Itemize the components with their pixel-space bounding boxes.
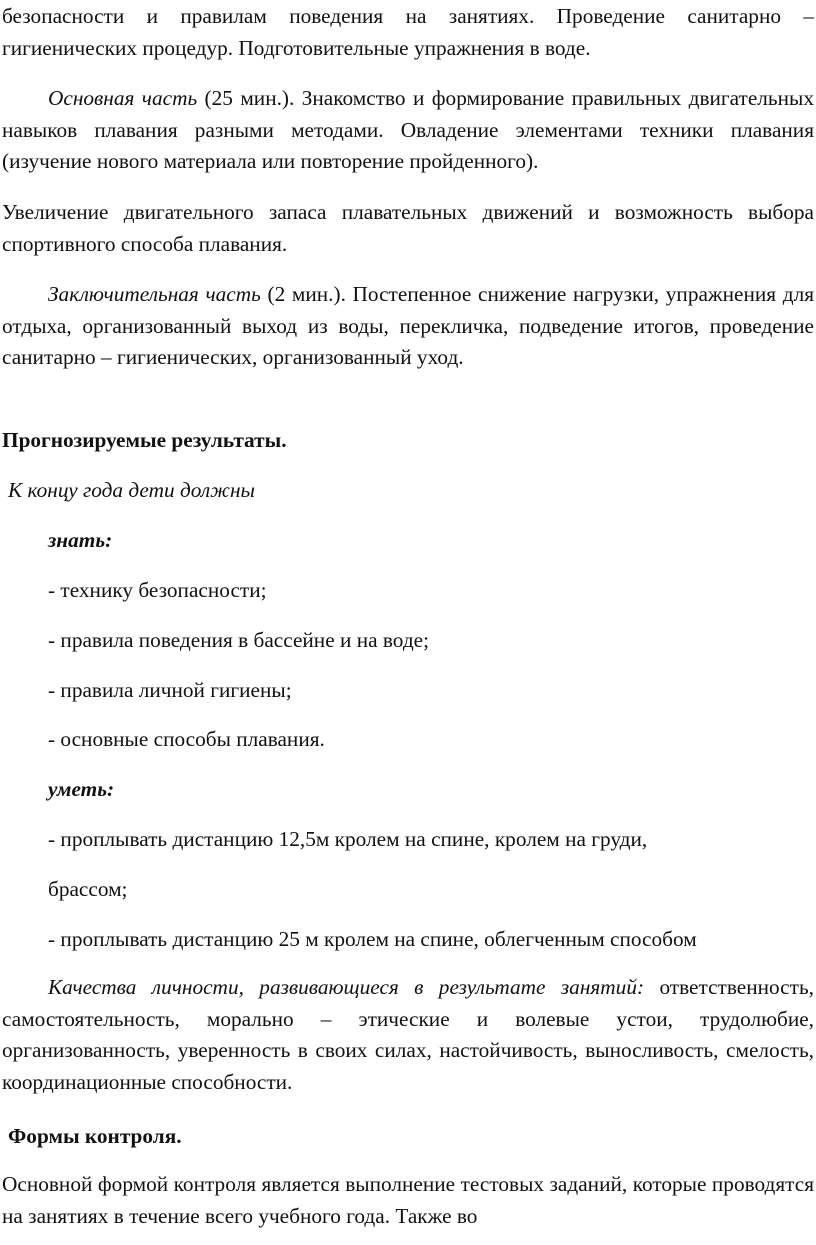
paragraph-text: безопасности и правилам поведения на занятиях. Проведение санитарно – гигиенических процедур. Подготовительные упражнения в воде.: [2, 4, 814, 60]
paragraph-text: ответственность, самостоятельность, морально – этические и волевые устои, трудолюбие, организованность, уверенность в своих силах, настойчивость, выносливость, смелость, координационные способности.: [2, 975, 814, 1094]
know-item: - технику безопасности;: [48, 578, 267, 602]
paragraph-main-part: [2, 83, 814, 178]
paragraph-intro-end: [2, 1, 814, 64]
know-item: - правила личной гигиены;: [48, 678, 292, 702]
know-label: знать:: [48, 528, 113, 552]
know-item: - правила поведения в бассейне и на воде;: [48, 628, 430, 652]
can-label: уметь:: [48, 777, 115, 801]
can-item: брассом;: [48, 877, 128, 901]
paragraph-motor-skills: [2, 197, 814, 260]
paragraph-text: (25 мин.). Знакомство и формирование правильных двигательных навыков плавания разными методами. Овладение элементами техники плавания (изучение нового материала или повторение пройденного).: [2, 86, 814, 173]
paragraph-text: Увеличение двигательного запаса плавательных движений и возможность выбора спортивного способа плавания.: [2, 200, 814, 256]
qualities-label: Качества личности, развивающиеся в результате занятий:: [48, 975, 645, 999]
can-item: - проплывать дистанцию 12,5м кролем на спине, кролем на груди,: [48, 827, 648, 851]
results-heading: Прогнозируемые результаты.: [2, 428, 287, 452]
paragraph-qualities: [2, 972, 814, 1098]
paragraph-text: (2 мин.). Постепенное снижение нагрузки, упражнения для отдыха, организованный выход из воды, перекличка, подведение итогов, проведение санитарно – гигиенических, организованный уход.: [2, 282, 814, 369]
control-heading: Формы контроля.: [8, 1124, 182, 1148]
paragraph-control: [2, 1169, 814, 1232]
paragraph-final-part: [2, 279, 814, 374]
final-part-label: Заключительная часть: [48, 282, 261, 306]
main-part-label: Основная часть: [48, 86, 198, 110]
paragraph-text: Основной формой контроля является выполнение тестовых заданий, которые проводятся на занятиях в течение всего учебного года. Также во: [2, 1172, 814, 1228]
can-item: - проплывать дистанцию 25 м кролем на спине, облегченным способом: [48, 927, 697, 951]
know-item: - основные способы плавания.: [48, 727, 325, 751]
results-intro: К концу года дети должны: [8, 478, 255, 502]
